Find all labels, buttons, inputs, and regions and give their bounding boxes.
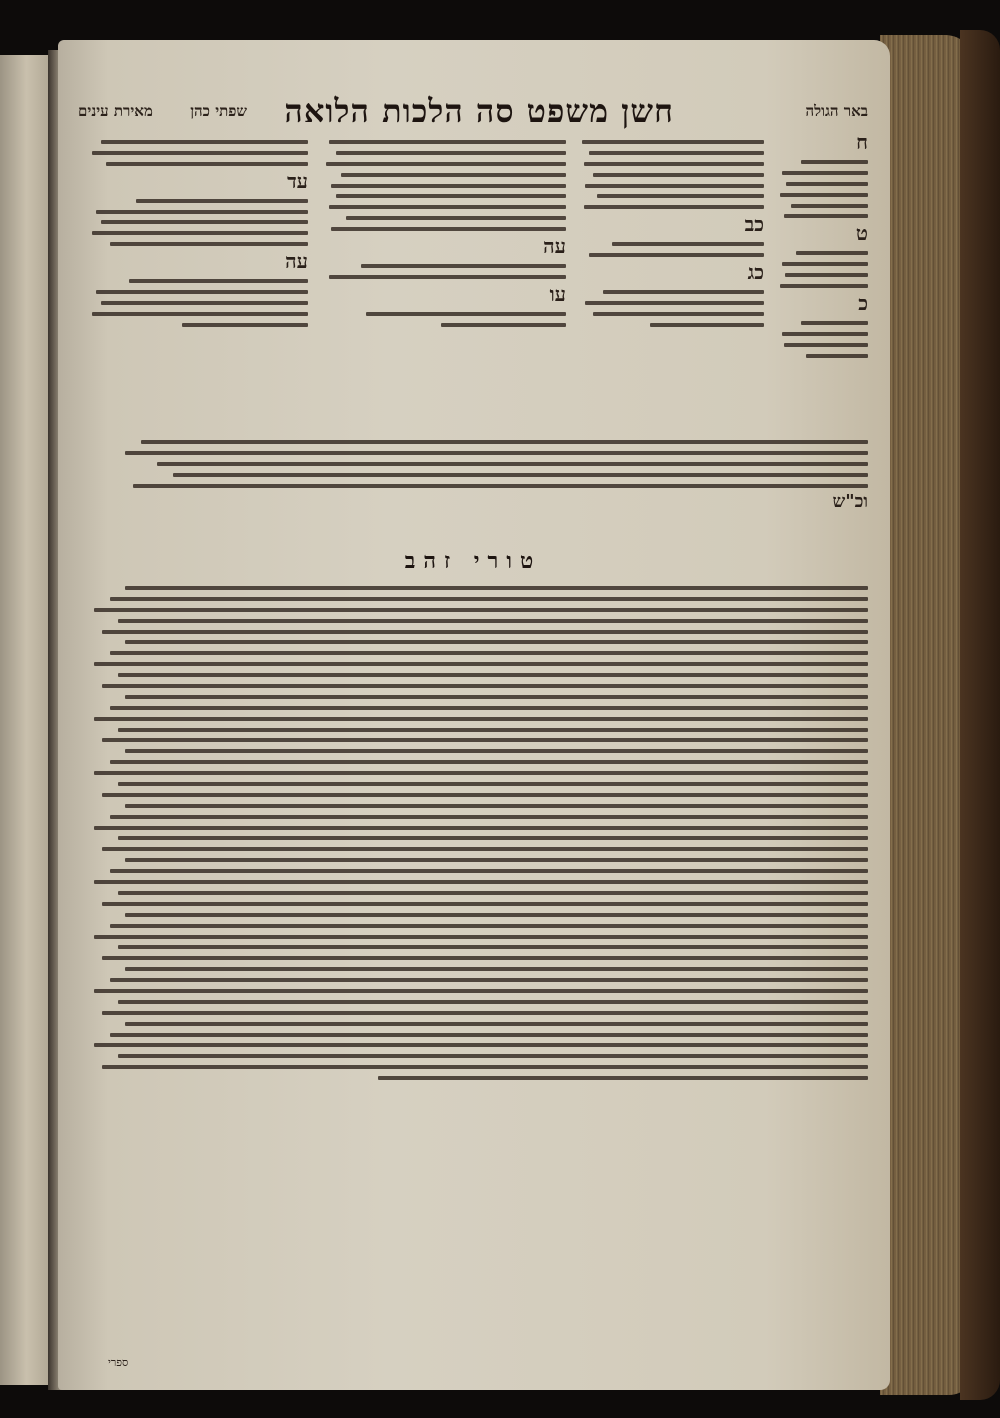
- body-text-line: [110, 597, 868, 601]
- body-text-line: [118, 1000, 869, 1004]
- commentary-body: [78, 580, 868, 1350]
- column-marker: ט: [855, 221, 868, 246]
- body-text-line: [94, 935, 868, 939]
- column-marker: עו: [549, 281, 566, 306]
- page-title: חשן משפט סה הלכות הלואה: [284, 92, 674, 130]
- header-right-label: באר הגולה: [805, 101, 868, 120]
- body-text-line: [94, 1043, 868, 1047]
- body-text-line: [118, 1054, 869, 1058]
- column-shach: [316, 134, 566, 434]
- body-text-line: [125, 749, 868, 753]
- catchword: ספרי: [108, 1356, 129, 1369]
- body-text-line: [110, 760, 868, 764]
- body-text-line: [125, 586, 868, 590]
- body-text-line: [94, 989, 868, 993]
- column-marker: כ: [858, 290, 868, 315]
- body-text-line: [102, 630, 868, 634]
- body-text-line: [110, 651, 868, 655]
- body-text-line: [118, 836, 869, 840]
- commentary-columns: [78, 134, 868, 434]
- body-text-line: [125, 858, 868, 862]
- body-text-line: [125, 640, 868, 644]
- body-text-line: [94, 717, 868, 721]
- body-text-line: [118, 891, 869, 895]
- body-text-line: [125, 913, 868, 917]
- body-text-line: [118, 782, 869, 786]
- body-text-line: [94, 662, 868, 666]
- column-marker: ח: [856, 134, 868, 154]
- body-text-line: [378, 1076, 868, 1080]
- body-text-line: [125, 967, 868, 971]
- column-main-text: [574, 134, 764, 434]
- body-text-line: [102, 684, 868, 688]
- body-text-line: [110, 978, 868, 982]
- body-text-line: [102, 902, 868, 906]
- body-text-line: [102, 738, 868, 742]
- body-text-line: [125, 804, 868, 808]
- body-text-line: [110, 869, 868, 873]
- column-beer-hagolah: [772, 134, 868, 434]
- body-text-line: [94, 880, 868, 884]
- body-text-line: [125, 1022, 868, 1026]
- body-text-line: [110, 815, 868, 819]
- header-left-label-1-shown: שפתי כהן: [190, 101, 248, 120]
- body-text-line: [110, 706, 868, 710]
- body-text-line: [118, 619, 869, 623]
- body-text-line: [102, 793, 868, 797]
- body-text-line: [102, 1011, 868, 1015]
- body-text-line: [102, 1065, 868, 1069]
- body-text-line: [125, 695, 868, 699]
- column-marker: עה: [285, 249, 308, 274]
- column-marker: כב: [744, 212, 764, 237]
- column-marker: כג: [747, 260, 764, 285]
- body-text-line: [118, 728, 869, 732]
- body-text-line: [118, 673, 869, 677]
- column-end-marker: וכ"ש: [832, 491, 868, 513]
- body-text-line: [110, 924, 868, 928]
- section-title: טורי זהב: [404, 548, 542, 574]
- column-marker: עה: [543, 234, 566, 259]
- column-marker: עד: [287, 168, 308, 193]
- running-head: [78, 88, 868, 134]
- body-text-line: [102, 847, 868, 851]
- body-text-line: [118, 945, 869, 949]
- body-text-line: [94, 826, 868, 830]
- body-text-line: [110, 1033, 868, 1037]
- body-text-line: [102, 956, 868, 960]
- column-sma: [78, 134, 308, 434]
- body-text-line: [94, 608, 868, 612]
- header-left-label-2: מאירת עינים: [78, 101, 153, 120]
- body-text-line: [94, 771, 868, 775]
- page-text-area: [78, 74, 868, 1374]
- continued-commentary: [78, 434, 868, 544]
- facing-page-edge: [0, 55, 48, 1385]
- book-cover: [960, 30, 1000, 1400]
